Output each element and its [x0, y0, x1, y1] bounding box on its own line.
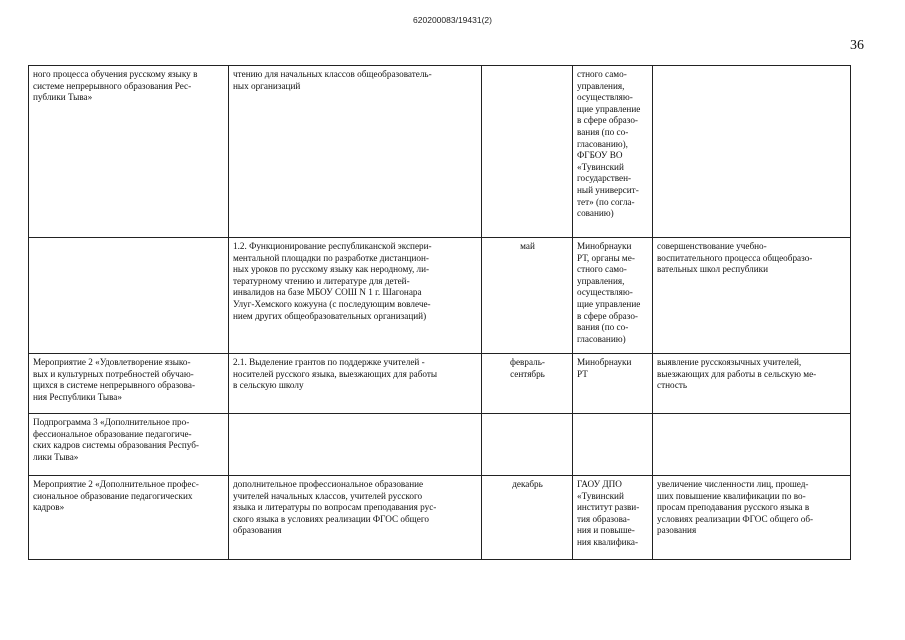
cell-text-line: языка и литературы по вопросам преподавания рус-: [233, 502, 437, 513]
cell-text-line: государствен-: [577, 173, 632, 184]
cell-text-line: образования: [233, 525, 282, 536]
table-row: [29, 238, 851, 354]
cell-text-line: «Тувинский: [577, 490, 624, 501]
cell-text-line: осуществляю-: [577, 287, 633, 298]
cell-text-line: ных организаций: [233, 80, 301, 91]
cell-text-line: в сельскую школу: [233, 380, 304, 391]
table-cell-result: [653, 66, 851, 238]
cell-text-line: ных уроков по русскому языку как неродному, ли-: [233, 264, 430, 275]
cell-text-line: гласованию): [577, 333, 626, 344]
table-cell-term: [482, 414, 573, 476]
table-cell-name: [29, 66, 229, 238]
cell-text-line: Мероприятие 2 «Удовлетворение языко-: [33, 357, 191, 367]
cell-text-line: 2.1. Выделение грантов по поддержке учителей -: [233, 357, 425, 367]
cell-text-line: условиях реализации ФГОС общего об-: [657, 513, 814, 524]
cell-text-line: тературному чтению и литературе для детей-: [233, 275, 410, 286]
cell-text-line: вания (по со-: [577, 322, 629, 333]
table-cell-executor: [573, 354, 653, 414]
cell-text-line: «Тувинский: [577, 161, 624, 172]
cell-text-line: ный университ-: [577, 184, 639, 195]
cell-text-line: выявление русскоязычных учителей,: [657, 357, 802, 367]
cell-text-line: управления,: [577, 275, 625, 286]
cell-text-line: сованию): [577, 208, 614, 219]
cell-text-line: Подпрограмма 3 «Дополнительное про-: [33, 417, 190, 427]
cell-text-line: ного процесса обучения русскому языку в: [33, 69, 198, 79]
cell-text-line: разования: [657, 525, 697, 536]
cell-text-line: ментальной площадки по разработке дистанцион-: [233, 252, 429, 263]
table-cell-result: [653, 476, 851, 560]
activities-table: [28, 65, 851, 560]
cell-text-line: щихся в системе непрерывного образова-: [33, 380, 196, 391]
cell-text-line: фессиональное образование педагогиче-: [33, 428, 192, 439]
cell-text-line: ФГБОУ ВО: [577, 150, 623, 161]
cell-text-line: вания (по со-: [577, 126, 629, 137]
table-cell-executor: [573, 476, 653, 560]
cell-text-line: ГАОУ ДПО: [577, 479, 622, 489]
cell-text-line: щие управление: [577, 298, 641, 309]
cell-text-line: ния Республики Тыва»: [33, 391, 122, 402]
table-cell-result: [653, 414, 851, 476]
table-cell-term: [482, 238, 573, 354]
cell-text-line: ских кадров системы образования Респуб-: [33, 440, 199, 451]
table-cell-activity: [229, 354, 482, 414]
cell-text-line: совершенствование учебно-: [657, 241, 767, 251]
cell-text-line: в сфере образо-: [577, 115, 638, 126]
cell-text-line: публики Тыва»: [33, 92, 93, 103]
cell-text-line: нием других общеобразовательных организаций): [233, 310, 427, 321]
table-row: [29, 414, 851, 476]
table-cell-executor: [573, 238, 653, 354]
cell-text-line: ния квалифика-: [577, 536, 639, 547]
table-cell-activity: [229, 66, 482, 238]
table-cell-result: [653, 238, 851, 354]
table-cell-term: [482, 66, 573, 238]
table-cell-term: [482, 354, 573, 414]
cell-text-line: осуществляю-: [577, 92, 633, 103]
cell-text-line: в сфере образо-: [577, 310, 638, 321]
cell-text-line: май: [520, 241, 535, 251]
cell-text-line: РТ: [577, 368, 588, 379]
cell-text-line: Минобрнауки: [577, 241, 632, 251]
table-cell-name: [29, 414, 229, 476]
cell-text-line: вых и культурных потребностей обучаю-: [33, 368, 194, 379]
cell-text-line: лики Тыва»: [33, 451, 79, 462]
table-row: [29, 66, 851, 238]
cell-text-line: щие управление: [577, 103, 641, 114]
cell-text-line: кадров»: [33, 502, 65, 513]
table-cell-name: [29, 476, 229, 560]
table-row: [29, 354, 851, 414]
table-cell-term: [482, 476, 573, 560]
cell-text-line: февраль-: [510, 357, 545, 367]
page-number: 36: [850, 38, 864, 53]
document-code: 620200083/19431(2): [413, 15, 492, 25]
table-cell-executor: [573, 414, 653, 476]
cell-text-line: Мероприятие 2 «Дополнительное профес-: [33, 479, 199, 489]
cell-text-line: носителей русского языка, выезжающих для работы: [233, 368, 438, 379]
table-cell-executor: [573, 66, 653, 238]
cell-text-line: Улуг-Хемского кожууна (с последующим вовлече-: [233, 298, 431, 309]
cell-text-line: выезжающих для работы в сельскую ме-: [657, 368, 817, 379]
table-cell-activity: [229, 238, 482, 354]
cell-text-line: управления,: [577, 80, 625, 91]
cell-text-line: чтению для начальных классов общеобразователь-: [233, 69, 432, 79]
table-cell-name: [29, 354, 229, 414]
cell-text-line: воспитательного процесса общеобразо-: [657, 252, 813, 263]
cell-text-line: увеличение численности лиц, прошед-: [657, 479, 809, 489]
cell-text-line: стного само-: [577, 69, 627, 79]
cell-text-line: просам преподавания русского языка в: [657, 502, 810, 513]
table-cell-activity: [229, 476, 482, 560]
table-row: [29, 476, 851, 560]
table-cell-name: [29, 238, 229, 354]
cell-text-line: ского языка в условиях реализации ФГОС общего: [233, 513, 429, 524]
cell-text-line: Минобрнауки: [577, 357, 632, 367]
cell-text-line: институт разви-: [577, 502, 640, 513]
cell-text-line: тия образова-: [577, 513, 630, 524]
cell-text-line: 1.2. Функционирование республиканской экспери-: [233, 241, 432, 251]
cell-text-line: стность: [657, 380, 688, 391]
cell-text-line: гласованию),: [577, 138, 628, 149]
cell-text-line: декабрь: [512, 479, 543, 489]
cell-text-line: вательных школ республики: [657, 264, 769, 275]
table-cell-result: [653, 354, 851, 414]
cell-text-line: ших повышение квалификации по во-: [657, 490, 806, 501]
cell-text-line: учителей начальных классов, учителей русского: [233, 490, 423, 501]
cell-text-line: тет» (по согла-: [577, 196, 635, 207]
cell-text-line: системе непрерывного образования Рес-: [33, 80, 192, 91]
cell-text-line: стного само-: [577, 264, 627, 275]
cell-text-line: сентябрь: [510, 368, 545, 379]
table-cell-activity: [229, 414, 482, 476]
cell-text-line: РТ, органы ме-: [577, 252, 635, 263]
cell-text-line: дополнительное профессиональное образование: [233, 479, 424, 489]
cell-text-line: ния и повыше-: [577, 525, 635, 536]
cell-text-line: инвалидов на базе МБОУ СОШ N 1 г. Шагонара: [233, 287, 422, 298]
cell-text-line: сиональное образование педагогических: [33, 490, 193, 501]
